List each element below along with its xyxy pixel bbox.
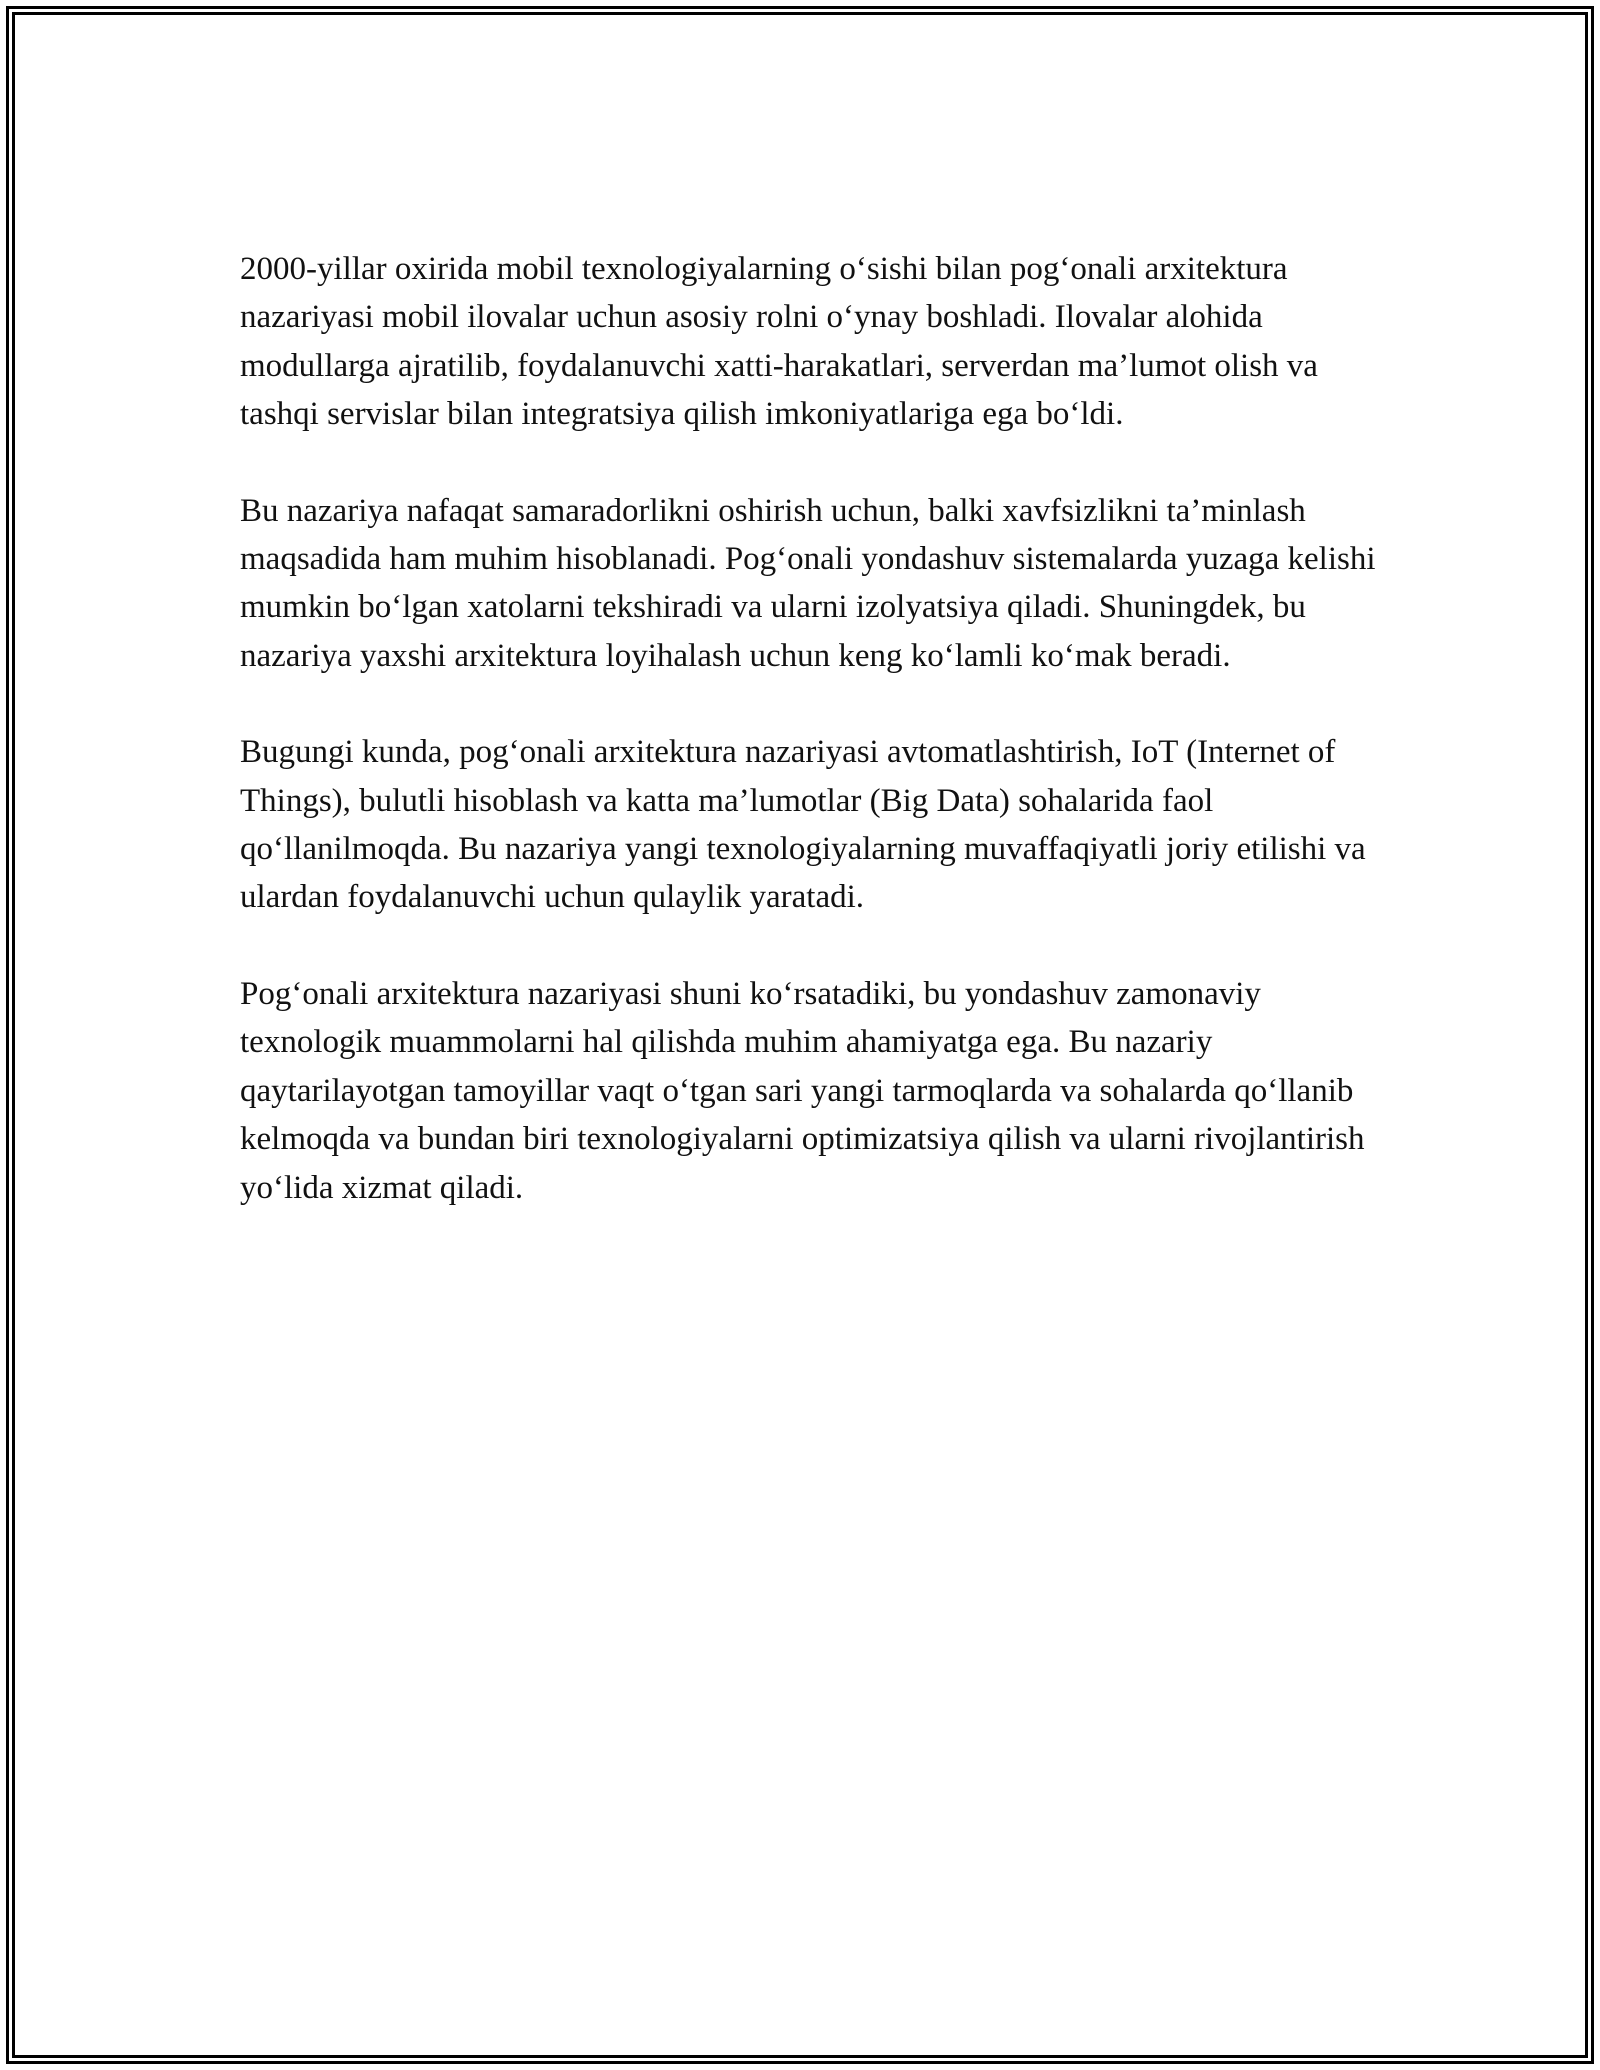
- page-outer-border: [6, 6, 1594, 2064]
- document-body: [240, 245, 1390, 1260]
- paragraph-2: Bu nazariya nafaqat samaradorlikni oshirish uchun, balki xavfsizlikni ta’minlash maqsadida ham muhim hisoblanadi. Pog‘onali yondashuv sistemalarda yuzaga kelishi mumkin bo‘lgan xatolarni tekshiradi va ularni izolyatsiya qiladi. Shuningdek, bu nazariya yaxshi arxitektura loyihalash uchun keng ko‘lamli ko‘mak beradi.: [240, 492, 1376, 674]
- paragraph-3: Bugungi kunda, pog‘onali arxitektura nazariyasi avtomatlashtirish, IoT (Internet of Things), bulutli hisoblash va katta ma’lumotlar (Big Data) sohalarida faol qo‘llanilmoqda. Bu nazariya yangi texnologiyalarning muvaffaqiyatli joriy etilishi va ulardan foydalanuvchi uchun qulaylik yaratadi.: [240, 734, 1366, 916]
- paragraph-4: Pog‘onali arxitektura nazariyasi shuni ko‘rsatadiki, bu yondashuv zamonaviy texnologik muammolarni hal qilishda muhim ahamiyatga ega. Bu nazariy qaytarilayotgan tamoyillar vaqt o‘tgan sari yangi tarmoqlarda va sohalarda qo‘llanib kelmoqda va bundan biri texnologiyalarni optimizatsiya qilish va ularni rivojlantirish yo‘lida xizmat qiladi.: [240, 975, 1365, 1206]
- paragraph-1: 2000-yillar oxirida mobil texnologiyalarning o‘sishi bilan pog‘onali arxitektura nazariyasi mobil ilovalar uchun asosiy rolni o‘ynay boshladi. Ilovalar alohida modullarga ajratilib, foydalanuvchi xatti-harakatlari, serverdan ma’lumot olish va tashqi servislar bilan integratsiya qilish imkoniyatlariga ega bo‘ldi.: [240, 251, 1318, 433]
- page-inner-border: [12, 12, 1588, 2058]
